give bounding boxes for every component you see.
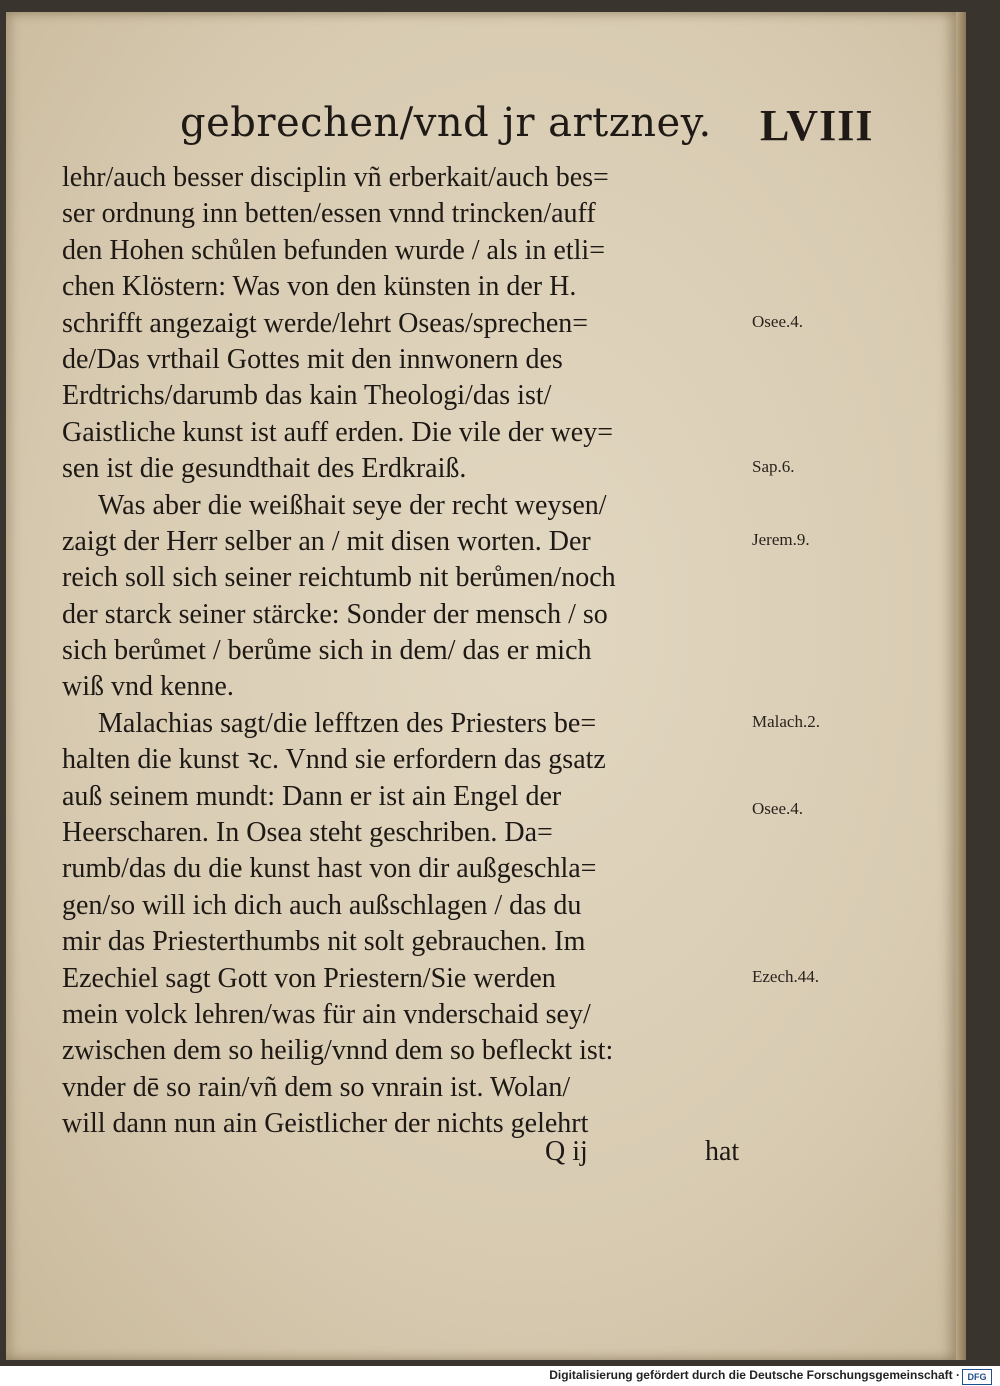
text-line: Erdtrichs/darumb das kain Theologi/das ist/ — [62, 380, 552, 412]
marginal-note: Osee.4. — [752, 799, 803, 819]
text-line: wiß vnd kenne. — [62, 671, 234, 703]
text-line: auß seinem mundt: Dann er ist ain Engel der — [62, 780, 562, 812]
page-edge — [956, 12, 966, 1360]
text-line: Heerscharen. In Osea steht geschriben. Da= — [62, 817, 553, 849]
text-line: sen ist die gesundthait des Erdkraiß. — [62, 453, 467, 485]
text-line: rumb/das du die kunst hast von dir außgeschla= — [62, 853, 597, 885]
marginal-note: Malach.2. — [752, 712, 820, 731]
text-line: schrifft angezaigt werde/lehrt Oseas/sprechen= — [62, 307, 589, 339]
marginal-note: Osee.4. — [752, 311, 803, 331]
text-line: reich soll sich seiner reichtumb nit berůmen/noch — [62, 562, 616, 594]
text-line: will dann nun ain Geistlicher der nichts gelehrt — [62, 1108, 589, 1140]
text-line: chen Klöstern: Was von den künsten in der H. — [62, 271, 577, 303]
text-line: zaigt der Herr selber an / mit disen worten. Der — [62, 525, 591, 557]
footer-credit: Digitalisierung gefördert durch die Deutsche Forschungsgemeinschaft · — [549, 1368, 960, 1382]
footer-bar — [0, 1366, 1000, 1386]
catchword: hat — [705, 1136, 740, 1167]
text-line: Ezechiel sagt Gott von Priestern/Sie werden — [62, 962, 556, 994]
marginal-note: Ezech.44. — [752, 966, 820, 986]
text-line: mir das Priesterthumbs nit solt gebrauchen. Im — [62, 926, 586, 958]
text-line: Was aber die weißhait seye der recht weysen/ — [98, 489, 607, 521]
text-line: sich berůmet / berůme sich in dem/ das er mich — [62, 635, 592, 667]
text-line: ser ordnung inn betten/essen vnnd trincken/auff — [62, 198, 596, 230]
text-line: Malachias sagt/die lefftzen des Priesters be= — [98, 707, 597, 739]
text-line: mein volck lehren/was für ain vnderschaid sey/ — [62, 998, 591, 1030]
text-line: den Hohen schůlen befunden wurde / als in etli= — [62, 234, 605, 266]
running-title: gebrechen/vnd jr artzney. — [180, 100, 712, 146]
text-line: gen/so will ich dich auch außschlagen / das du — [62, 889, 582, 921]
marginal-note: Jerem.9. — [752, 530, 810, 549]
text-line: lehr/auch besser disciplin vñ erberkait/auch bes= — [62, 162, 609, 193]
text-line: zwischen dem so heilig/vnnd dem so befleckt ist: — [62, 1035, 614, 1067]
text-line: de/Das vrthail Gottes mit den innwonern des — [62, 343, 563, 375]
text-line: vnder dē so rain/vñ dem so vnrain ist. Wolan/ — [62, 1071, 571, 1103]
marginal-note: Sap.6. — [752, 457, 795, 477]
text-line: halten die kunst ꝛc. Vnnd sie erfordern das gsatz — [62, 744, 606, 776]
text-line: der starck seiner stärcke: Sonder der mensch / so — [62, 598, 608, 630]
body-text — [62, 160, 752, 1143]
folio-number: LVIII — [760, 101, 874, 150]
signature-mark: Q ij — [545, 1136, 588, 1167]
dfg-logo-icon: DFG — [962, 1369, 992, 1385]
text-line: Gaistliche kunst ist auff erden. Die vile der wey= — [62, 416, 614, 448]
